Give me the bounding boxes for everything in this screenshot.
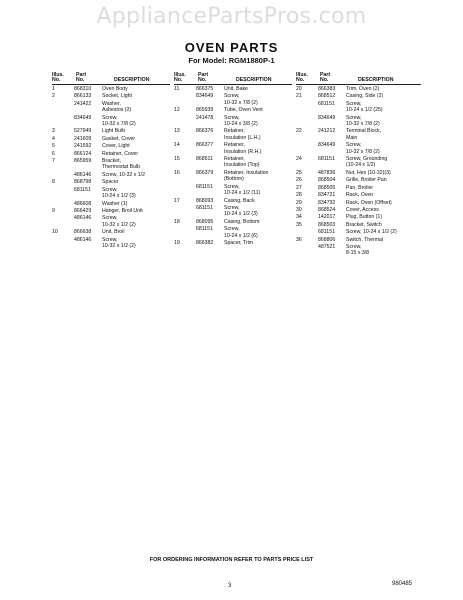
part-description: Bracket, Thermostat Bulb [102,158,141,171]
part-description: Screw, 10-32 x 1/2 [102,171,145,178]
part-description: Screw, 10-24 x 1/2 (25) [346,100,383,114]
illus-number [52,101,74,114]
part-description: Casing, Bottom [224,218,260,225]
part-description: Retainer, Insulation (R.H.) [224,142,262,155]
part-header: Part No. [198,71,209,83]
illus-number [52,187,74,200]
illus-number [52,201,74,207]
part-number: 866379 [196,169,214,176]
illus-number: 12 [174,107,180,114]
part-description: Screw, 10-24 x 1/2 (2) [346,229,397,236]
part-number: 681151 [196,226,213,233]
part-description: Screw, 10-24 x 3/8 (2) [224,114,258,128]
illus-number [174,184,196,197]
illus-number: 24 [296,156,302,163]
table-row [52,158,170,171]
watermark: AppliancePartsPros.com [96,4,367,29]
illus-number: 7 [52,158,55,165]
part-number: 866383 [318,86,336,92]
table-row [174,219,292,225]
table-row [52,143,170,149]
illus-number: 18 [174,218,180,225]
part-number: 868798 [74,179,92,186]
model-line: For Model: RGM1880P-1 [188,56,275,65]
part-description: Screw, 10-32 x 7/8 (2) [346,142,380,155]
parts-rows [52,86,170,249]
table-row [52,229,170,235]
part-description: Screw, Grounding (10-24 x 1/2) [346,156,388,169]
illus-number: 27 [296,184,302,191]
part-description: Washer, Asbestos (2) [102,100,132,114]
table-row [296,222,421,228]
part-description: Casing, Back [224,197,255,204]
illus-number: 21 [296,93,302,100]
table-row [174,184,292,197]
part-description: Light Bulb [102,128,126,135]
part-description: Retainer, Cover [102,150,139,157]
table-row [296,156,421,169]
part-number: 866376 [196,128,214,135]
illus-number [52,215,74,228]
part-description: Trim, Oven (2) [346,86,380,92]
part-number: 241422 [74,100,92,107]
table-row [52,201,170,207]
table-row [296,115,421,128]
illus-number: 15 [174,156,180,163]
part-number: 142017 [318,214,336,221]
table-row [52,208,170,214]
table-row [296,142,421,155]
part-description: Washer (1) [102,200,128,207]
part-description: Gasket, Cover [102,135,136,142]
table-row [52,215,170,228]
table-row [52,101,170,114]
part-number: 868093 [196,197,214,204]
part-description: Bracket, Switch [346,221,382,228]
illus-number [174,115,196,128]
description-header: DESCRIPTION [358,76,394,83]
part-description: Plug, Button (1) [346,214,383,221]
parts-rows [296,86,421,257]
table-row [174,128,292,141]
part-description: Cover, Access [346,206,379,213]
part-number: 865959 [74,158,92,165]
part-number: 486146 [74,215,92,222]
part-description: Screw, 10-24 x 1/2 (3) [102,186,136,200]
part-description: Screw, 10-32 x 7/8 (2) [346,114,380,128]
table-row [296,200,421,206]
part-description: Nut, Hex (10-32)(3) [346,169,391,176]
illus-number: 25 [296,169,302,176]
table-row [296,128,421,141]
parts-rows [174,86,292,246]
document-code: 980485 [392,581,413,587]
table-row [52,172,170,178]
table-row [174,226,292,239]
table-row [52,136,170,142]
column-header [52,70,170,85]
part-description: Spacer [102,179,119,186]
part-description: Screw, 10-24 x 1/2 (6) [224,226,258,239]
table-row [174,198,292,204]
table-row [174,93,292,106]
part-description: Oven Body [102,86,128,92]
part-description: Screw, 10-24 x 1/2 (11) [224,183,261,197]
part-number: 868310 [74,86,92,92]
part-description: Hanger, Broil Unit [102,207,143,214]
part-number: 866375 [196,86,214,92]
table-row [296,244,421,257]
part-number: 487836 [318,169,336,176]
table-row [52,93,170,99]
part-number: 834649 [74,114,92,121]
part-description: Tube, Oven Vent [224,107,263,114]
illus-header: Illus. No. [174,71,186,83]
illus-number [296,115,318,128]
illus-number: 2 [52,93,55,100]
table-row [296,207,421,213]
page-number: 3 [228,583,232,589]
illus-header: Illus. No. [52,71,64,83]
illus-number: 28 [296,192,302,199]
part-description: Screw, 10-32 x 7/8 (2) [102,114,136,128]
column-header [296,70,421,85]
illus-number: 26 [296,177,302,184]
table-row [296,214,421,220]
table-row [174,115,292,128]
table-row [174,240,292,246]
part-number: 868806 [318,236,336,243]
part-number: 868512 [318,93,336,100]
part-number: 866429 [74,207,92,214]
table-row [296,192,421,198]
table-row [296,101,421,114]
part-number: 486146 [74,236,92,243]
illus-number: 29 [296,199,302,206]
table-row [174,170,292,183]
part-number: 486146 [74,171,92,178]
part-number: 527949 [74,128,92,135]
illus-number [296,142,318,155]
illus-number: 35 [296,221,302,228]
ordering-note: FOR ORDERING INFORMATION REFER TO PARTS PRICE LIST [149,557,314,563]
parts-column-3 [296,70,421,257]
table-row [296,177,421,183]
part-description: Grille, Broiler Pan [346,177,387,184]
part-description: Screw, 10-32 x 7/8 (2) [224,93,258,106]
table-row [296,86,421,92]
part-number: 866382 [196,239,214,246]
part-description: Terminal Block, Main [346,128,382,141]
illus-number: 20 [296,86,302,92]
illus-number: 10 [52,229,58,236]
illus-number [174,205,196,218]
table-row [296,93,421,99]
part-number: 487521 [318,243,336,250]
illus-number [174,226,196,239]
part-description: Switch, Thermal [346,236,384,243]
part-number: 681151 [74,186,91,193]
illus-number [52,172,74,178]
part-number: 868504 [318,177,336,184]
part-description: Casing, Side (2) [346,93,384,100]
illus-number: 17 [174,197,180,204]
parts-column-1 [52,70,170,249]
part-number: 868511 [196,156,213,163]
illus-number: 13 [174,128,180,135]
part-number: 681151 [196,183,213,190]
part-header: Part No. [76,71,87,83]
illus-number: 4 [52,135,55,142]
parts-column-2 [174,70,292,246]
part-description: Pan, Broiler [346,184,374,191]
part-description: Screw, 10-24 x 1/2 (3) [224,204,258,218]
part-number: 868505 [318,184,336,191]
part-number: 868095 [196,218,214,225]
part-number: 681151 [318,229,335,236]
table-row [52,237,170,250]
part-description: Retainer, Insulation (Top) [224,156,260,169]
illus-number: 14 [174,142,180,149]
part-number: 834649 [318,142,336,149]
table-row [52,151,170,157]
table-row [296,237,421,243]
illus-number [296,229,318,235]
page-title: OVEN PARTS [184,40,279,55]
illus-number: 1 [52,86,55,92]
part-number: 681151 [318,100,335,107]
part-description: Retainer, Insulation (Bottom) [224,169,269,183]
part-number: 681151 [318,156,335,163]
table-row [296,170,421,176]
part-number: 241592 [74,143,92,150]
illus-number [52,237,74,250]
part-number: 681151 [196,204,213,211]
part-number: 866377 [196,142,214,149]
illus-number: 11 [174,86,180,92]
illus-number: 16 [174,169,180,176]
illus-number: 8 [52,179,55,186]
part-description: Socket, Light [102,93,132,100]
part-description: Cover, Light [102,143,130,150]
illus-number: 36 [296,236,302,243]
part-number: 241609 [74,135,92,142]
part-number: 834649 [196,93,214,100]
table-row [174,86,292,92]
part-description: Screw, 10-32 x 1/2 (2) [102,236,136,249]
illus-number: 5 [52,143,55,150]
illus-number: 34 [296,214,302,221]
illus-number: 30 [296,206,302,213]
part-description: Rack, Oven (Offset) [346,199,392,206]
part-description: Rack, Oven [346,192,374,199]
part-number: 866133 [74,93,92,100]
illus-number [296,244,318,257]
table-row [174,205,292,218]
description-header: DESCRIPTION [114,76,150,83]
part-description: Unit, Broil [102,229,125,236]
illus-number: 6 [52,150,55,157]
part-number: 834732 [318,199,336,206]
table-row [174,156,292,169]
illus-number [174,93,196,106]
part-number: 486608 [74,200,92,207]
part-number: 834721 [318,192,336,199]
column-header [174,70,292,85]
illus-header: Illus. No. [296,71,308,83]
illus-number: 9 [52,207,55,214]
part-description: Retainer, Insulation (L.H.) [224,128,261,141]
table-row [296,185,421,191]
table-row [52,187,170,200]
part-number: 834649 [318,114,336,121]
part-description: Unit, Bake [224,86,248,92]
part-number: 865939 [196,107,214,114]
table-row [52,86,170,92]
part-number: 241478 [196,114,214,121]
description-header: DESCRIPTION [236,76,272,83]
table-row [174,107,292,113]
illus-number [296,101,318,114]
part-number: 868503 [318,221,336,228]
part-number: 866638 [74,229,92,236]
table-row [296,229,421,235]
illus-number: 22 [296,128,302,135]
part-number: 866124 [74,150,92,157]
part-description: Screw, 10-32 x 1/2 (2) [102,215,136,228]
part-description: Screw, 8-15 x 3/8 [346,243,370,257]
table-row [52,179,170,185]
illus-number: 3 [52,128,55,135]
part-number: 868524 [318,206,336,213]
illus-number [52,115,74,128]
part-header: Part No. [320,71,331,83]
illus-number: 19 [174,239,180,246]
part-number: 241212 [318,128,336,135]
table-row [52,115,170,128]
table-row [52,128,170,134]
table-row [174,142,292,155]
part-description: Spacer, Trim [224,239,254,246]
